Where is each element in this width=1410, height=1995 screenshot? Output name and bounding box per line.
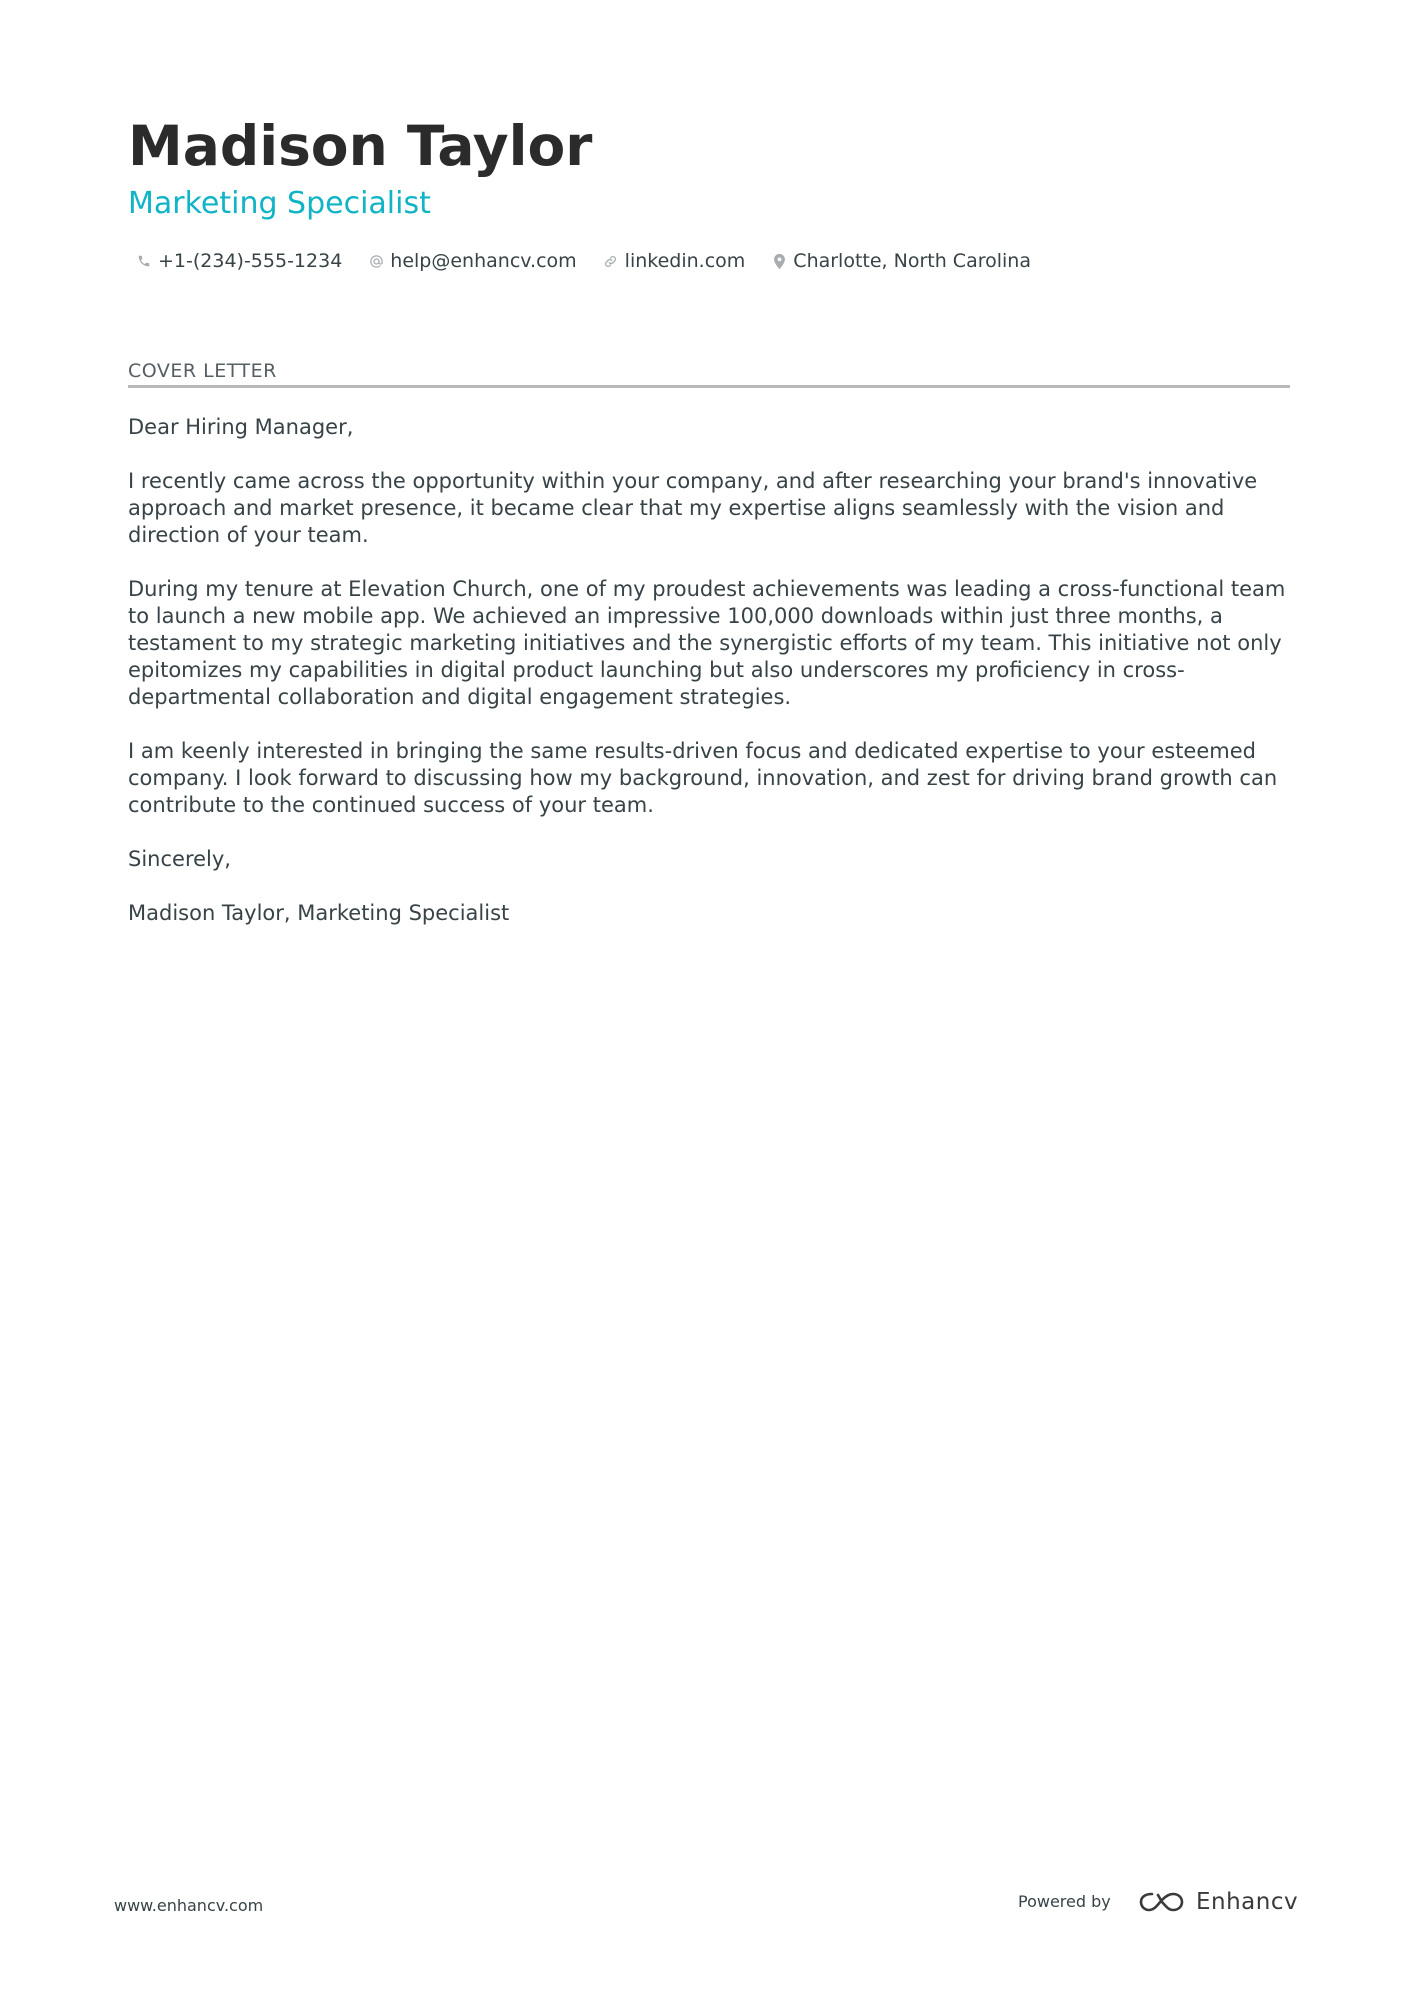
location-pin-icon [771,251,787,271]
candidate-role: Marketing Specialist [128,186,431,221]
section-title: COVER LETTER [128,360,277,382]
enhancv-brand-name: Enhancv [1196,1889,1299,1915]
enhancv-brand[interactable] [1138,1884,1298,1920]
at-icon [368,251,384,271]
footer-powered-by: Powered by [1018,1892,1111,1911]
contact-email[interactable] [368,250,576,272]
footer-website-link[interactable]: www.enhancv.com [114,1896,264,1915]
letter-greeting: Dear Hiring Manager, [128,415,354,439]
letter-paragraph: I recently came across the opportunity within your company, and after researching your brand's innovative approach and market presence, it became clear that my expertise aligns seamlessly with the vision and direction of your team. [128,469,1258,547]
letter-paragraph: During my tenure at Elevation Church, one of my proudest achievements was leading a cross-functional team to launch a new mobile app. We achieved an impressive 100,000 downloads within just three months, a testament to my strategic marketing initiatives and the synergistic efforts of my team. This initiative not only epitomizes my capabilities in digital product launching but also underscores my proficiency in cross-departmental collaboration and digital engagement strategies. [128,577,1286,709]
link-icon [603,251,619,271]
contact-location [771,250,1031,272]
phone-icon [136,251,152,271]
letter-body [128,414,1294,954]
contact-email-text: help@enhancv.com [390,250,577,272]
contact-phone-text: +1-(234)-555-1234 [158,250,343,272]
letter-paragraph: I am keenly interested in bringing the same results-driven focus and dedicated expertise to your esteemed company. I look forward to discussing how my background, innovation, and zest for driving brand growth can contribute to the continued success of your team. [128,739,1278,817]
letter-closing: Sincerely, [128,847,231,871]
letter-signature: Madison Taylor, Marketing Specialist [128,901,510,925]
contact-phone[interactable] [136,250,342,272]
contact-bar [136,246,1057,276]
contact-location-text: Charlotte, North Carolina [793,250,1031,272]
section-divider [128,385,1290,388]
enhancv-logo-icon [1138,1889,1186,1915]
contact-linkedin-text: linkedin.com [624,250,746,272]
candidate-name: Madison Taylor [128,114,593,178]
contact-linkedin[interactable] [603,250,746,272]
